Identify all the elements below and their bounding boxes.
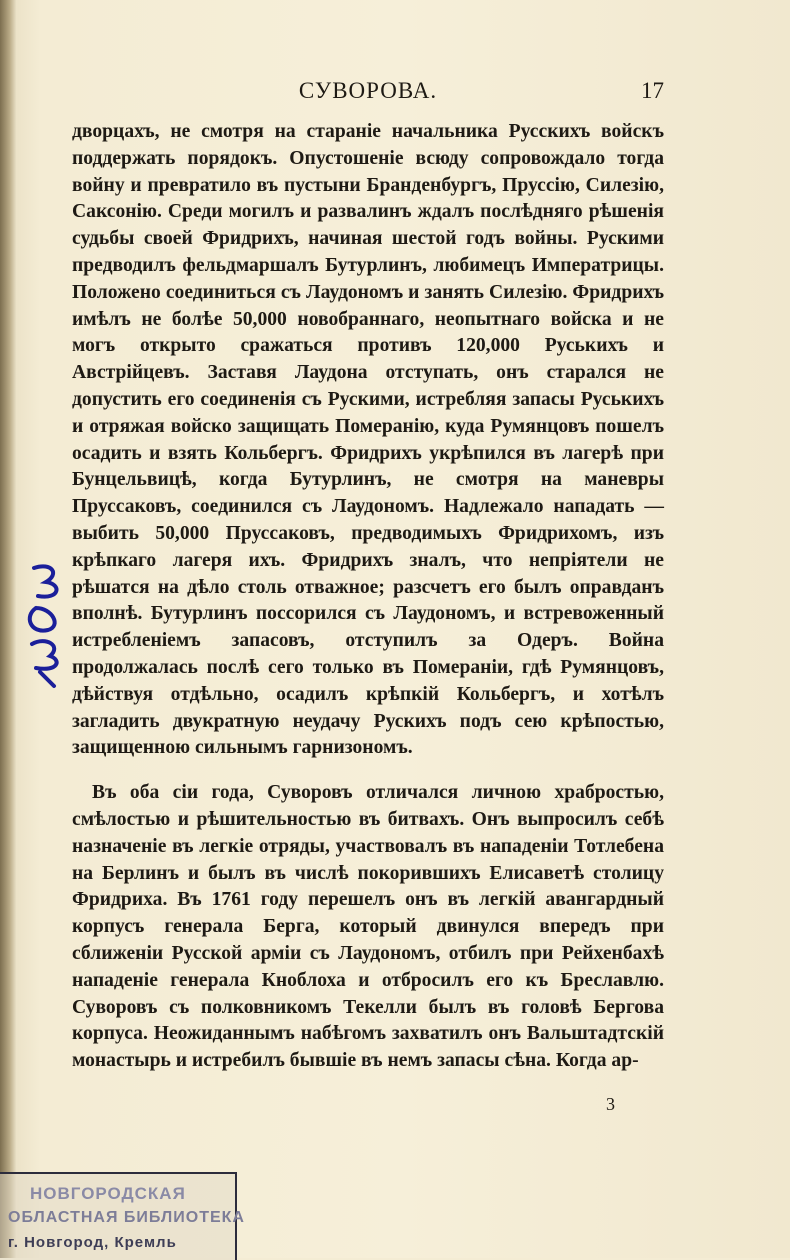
library-stamp — [0, 1172, 245, 1260]
paragraph: дворцахъ, не смотря на стараніе начальника Русскихъ войскъ поддержать порядокъ. Опустошеніе всюду сопровождало тогда войну и превратило въ пустыни Бранденбургъ, Пруссію, Силезію, Саксонію. Среди могилъ и развалинъ ждалъ послѣдняго рѣшенія судьбы своей Фридрихъ, начиная шестой годъ войны. Рускими предводилъ фельдмаршалъ Бутурлинъ, любимецъ Императрицы. Положено соединиться съ Лаудономъ и занять Силезію. Фридрихъ имѣлъ не болѣе 50,000 новобраннаго, неопытнаго войска и не могъ открыто сражаться противъ 120,000 Руськихъ и Австрійцевъ. Заставя Лаудона отступать, онъ старался не допустить его соединенія съ Рускими, истребляя запасы Руськихъ и отряжая войско защищать Померанію, куда Румянцовъ пошелъ осадить и взять Кольбергъ. Фридрихъ укрѣпился въ лагерѣ при Бунцельвицѣ, когда Бутурлинъ, не смотря на маневры Пруссаковъ, соединился съ Лаудономъ. Надлежало нападать — выбить 50,000 Пруссаковъ, предводимыхъ Фридрихомъ, изъ крѣпкаго лагеря ихъ. Фридрихъ зналъ, что непріятели не рѣшатся на дѣло столь отважное; разсчетъ его былъ оправданъ вполнѣ. Бутурлинъ поссорился съ Лаудономъ, и встревоженный истребленіемъ запасовъ, отступилъ за Одеръ. Война продолжалась послѣ сего только въ Помераніи, гдѣ Румянцовъ, дѣйствуя отдѣльно, осадилъ крѣпкій Кольбергъ, и хотѣлъ загладить двукратную неудачу Рускихъ подъ сею крѣпостью, защищенною сильнымъ гарнизономъ. — [72, 121, 664, 759]
stamp-line: ОБЛАСТНАЯ БИБЛИОТЕКА — [8, 1209, 245, 1226]
running-title: СУВОРОВА. — [298, 78, 438, 103]
book-spine-edge — [0, 0, 16, 1258]
handwritten-inventory-number — [22, 560, 72, 690]
page-header — [72, 76, 664, 110]
stamp-line: г. Новгород, Кремль — [8, 1234, 177, 1251]
page-number: 17 — [641, 78, 664, 103]
signature-mark: 3 — [606, 1094, 615, 1114]
paragraph: Въ оба сіи года, Суворовъ отличался личною храбростью, смѣлостью и рѣшительностью въ битвахъ. Онъ выпросилъ себѣ назначеніе въ легкіе отряды, участвовалъ въ нападеніи Тотлебена на Берлинъ и былъ въ числѣ покорившихъ Елисаветѣ столицу Фридриха. Въ 1761 году перешелъ онъ въ легкій авангардный корпусъ генерала Берга, который двинулся впередъ при сближеніи Русской арміи съ Лаудономъ, отбилъ при Рейхенбахѣ нападеніе генерала Кноблоха и отбросилъ его къ Бреславлю. Суворовъ съ полковникомъ Текелли былъ въ головѣ Бергова корпуса. Неожиданнымъ набѣгомъ захватилъ онъ Вальштадтскій монастырь и истребилъ бывшіе въ немъ запасы сѣна. Когда ар- — [72, 782, 664, 1072]
stamp-line: НОВГОРОДСКАЯ — [30, 1184, 186, 1203]
body-text — [72, 119, 664, 1075]
